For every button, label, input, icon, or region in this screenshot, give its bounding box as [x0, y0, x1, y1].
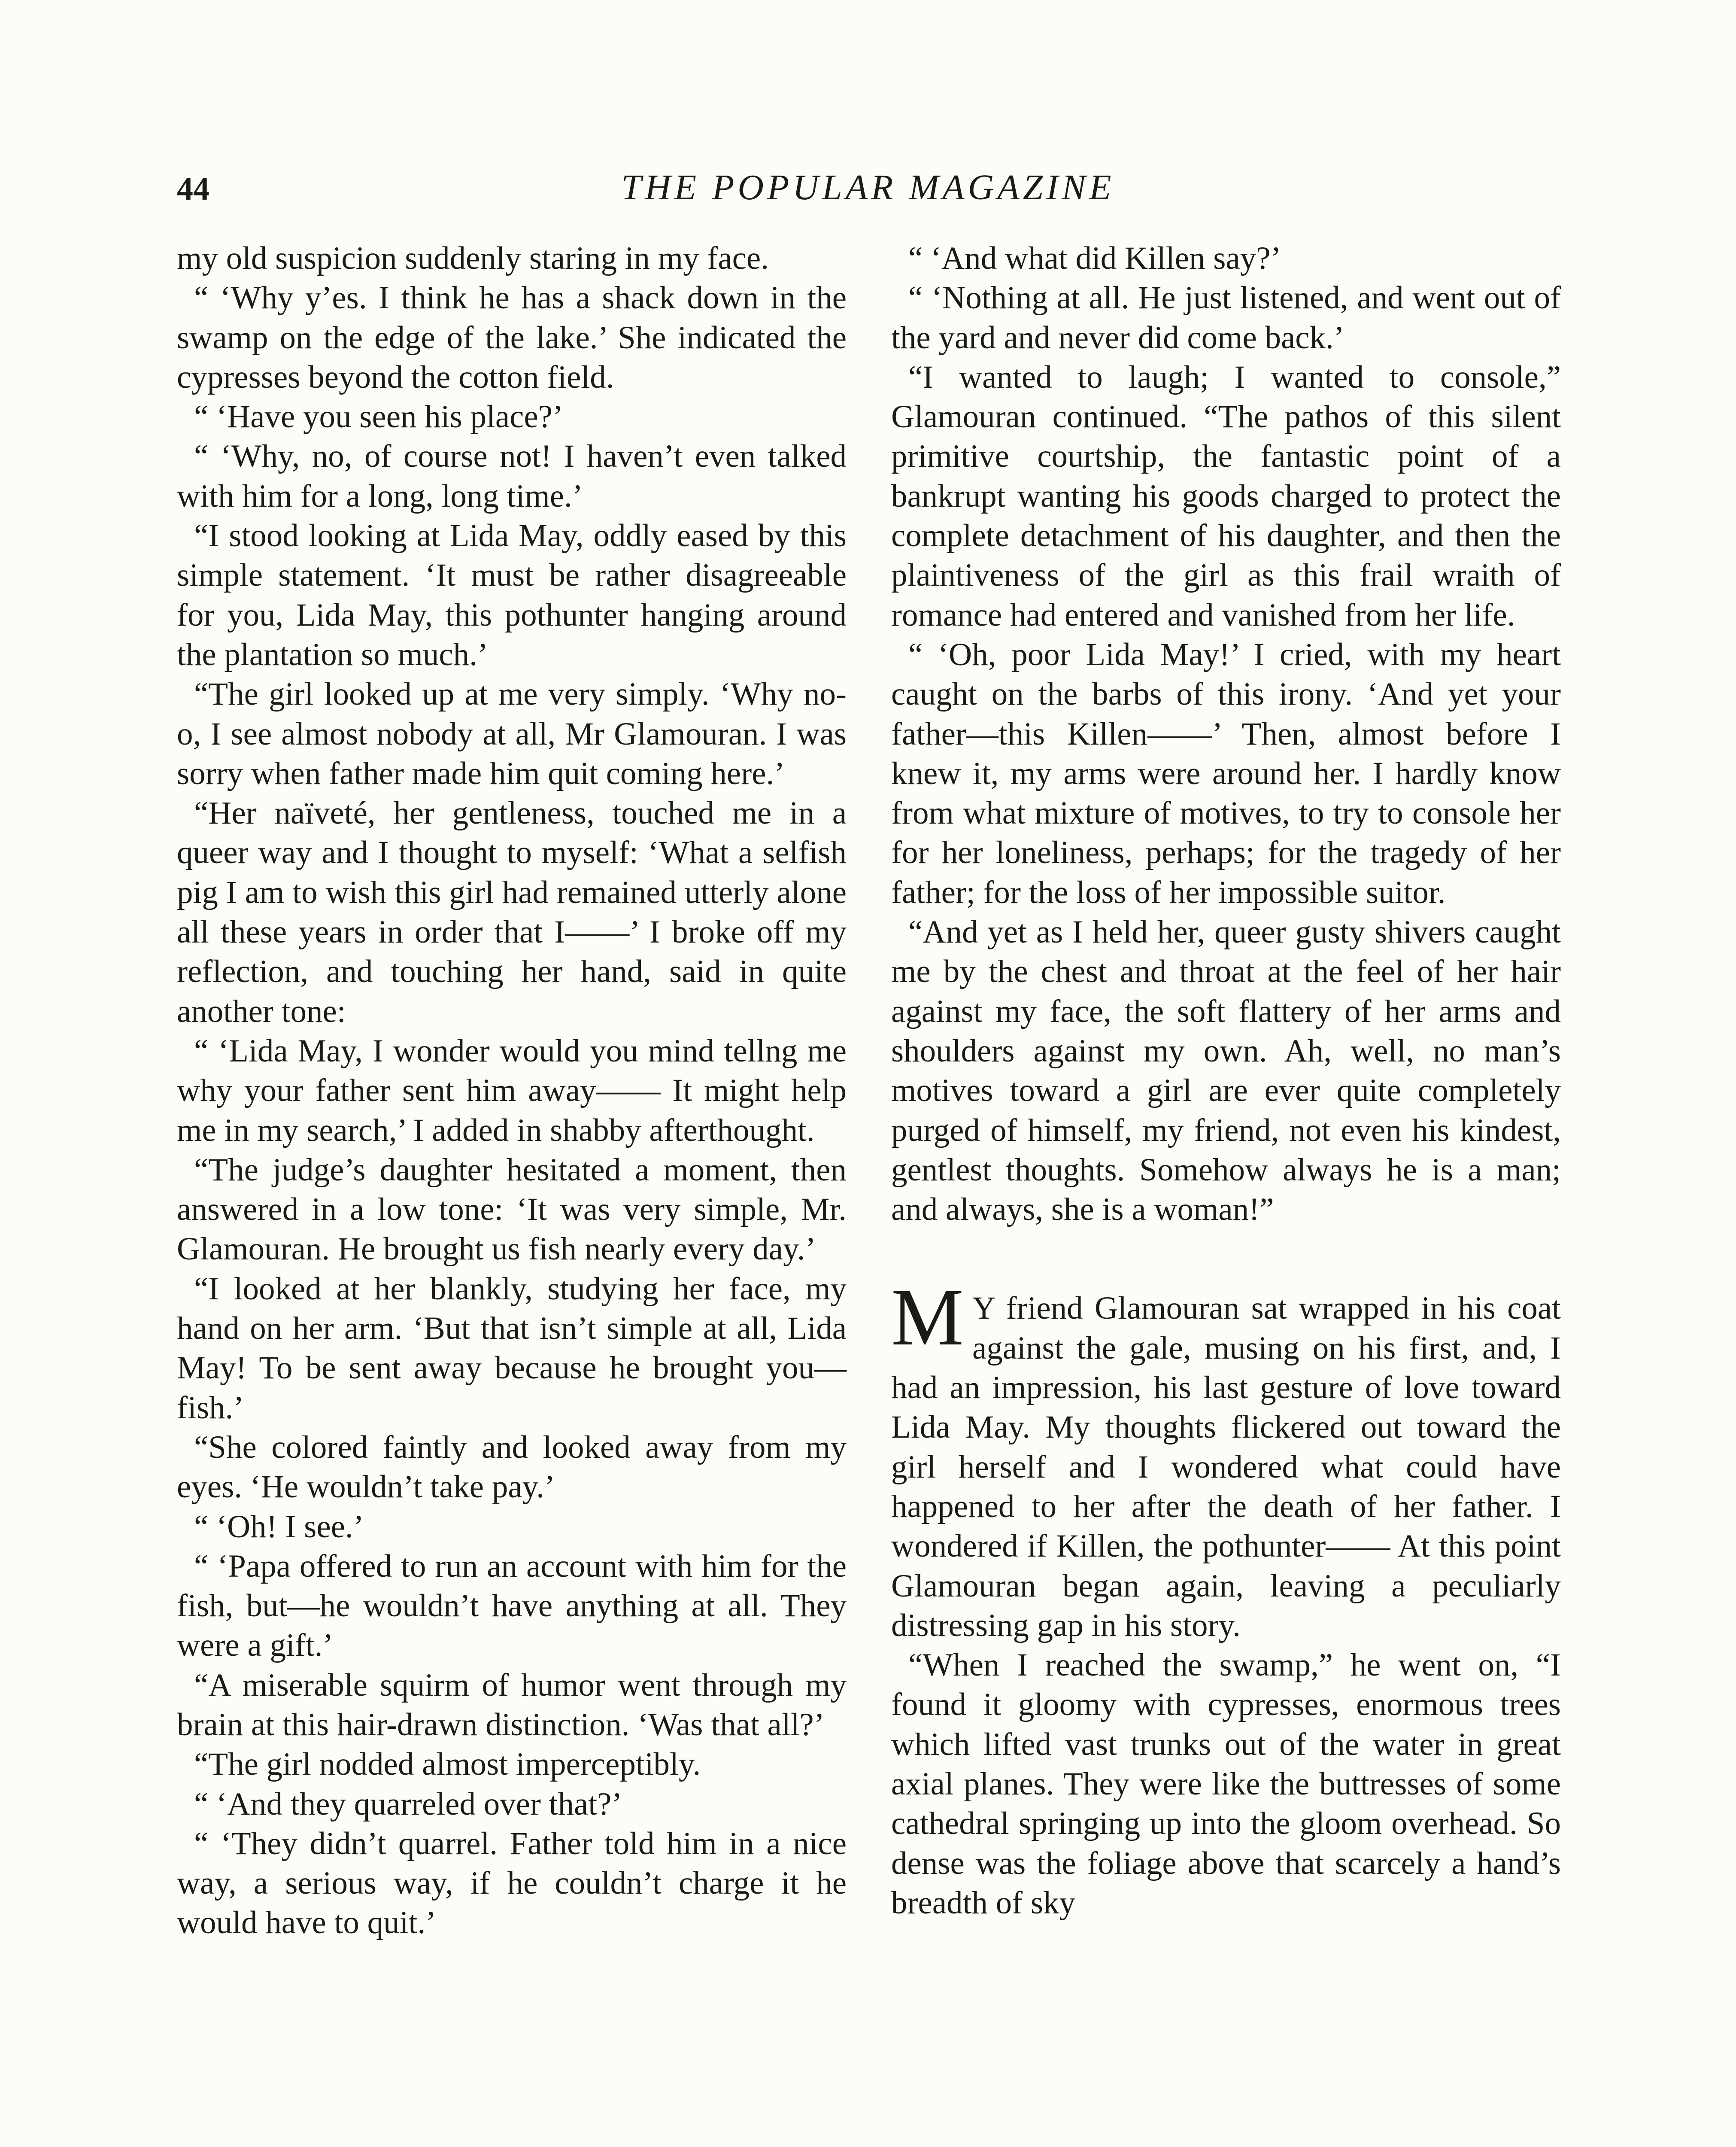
left-column	[177, 239, 847, 1943]
right-column	[891, 239, 1561, 1923]
paragraph: “ ‘Lida May, I wonder would you mind tellng me why your father sent him away—— It might help me in my search,’ I added in shabby afterthought.	[177, 1033, 847, 1148]
paragraph: “ ‘And they quarreled over that?’	[194, 1786, 622, 1822]
paragraph: “ ‘Oh, poor Lida May!’ I cried, with my heart caught on the barbs of this irony. ‘And yet your father—this Killen——’ Then, almost before I knew it, my arms were around her. I hardly know from what mixture of motives, to try to console her for her loneliness, perhaps; for the tragedy of her father; for the loss of her impossible suitor.	[891, 636, 1561, 910]
paragraph: “ ‘Why y’es. I think he has a shack down in the swamp on the edge of the lake.’ She indicated the cypresses beyond the cotton field.	[177, 280, 847, 395]
paragraph: “ ‘Why, no, of course not! I haven’t even talked with him for a long, long time.’	[177, 438, 847, 514]
paragraph: “Her naïveté, her gentleness, touched me in a queer way and I thought to myself: ‘What a selfish pig I am to wish this girl had remained utterly alone all these years in order that I——’ I broke off my reflection, and touching her hand, said in quite another tone:	[177, 795, 847, 1029]
paragraph: “And yet as I held her, queer gusty shivers caught me by the chest and throat at the feel of her hair against my face, the soft flattery of her arms and shoulders against my own. Ah, well, no man’s motives toward a girl are ever quite completely purged of himself, my friend, not even his kindest, gentlest thoughts. Somehow always he is a man; and always, she is a woman!”	[891, 914, 1561, 1228]
paragraph: my old suspicion suddenly staring in my face.	[177, 240, 769, 276]
paragraph: “ ‘And what did Killen say?’	[908, 240, 1281, 276]
section-opening-paragraph	[891, 1272, 1561, 1645]
paragraph: “The girl nodded almost imperceptibly.	[194, 1746, 701, 1782]
running-title: THE POPULAR MAGAZINE	[621, 167, 1115, 207]
paragraph: “ ‘Have you seen his place?’	[194, 399, 564, 435]
paragraph: “I stood looking at Lida May, oddly eased by this simple statement. ‘It must be rather disagreeable for you, Lida May, this pothunter hanging around the plantation so much.’	[177, 518, 847, 672]
drop-cap: M	[891, 1272, 964, 1363]
page-number: 44	[177, 171, 209, 207]
paragraph: “I wanted to laugh; I wanted to console,” Glamouran continued. “The pathos of this silent primitive courtship, the fantastic point of a bankrupt wanting his goods charged to protect the complete detachment of his daughter, and then the plaintiveness of the girl as this frail wraith of romance had entered and vanished from her life.	[891, 359, 1561, 633]
paragraph: “The girl looked up at me very simply. ‘Why no-o, I see almost nobody at all, Mr Glamouran. I was sorry when father made him quit coming here.’	[177, 676, 847, 791]
paragraph: “ ‘Papa offered to run an account with him for the fish, but—he wouldn’t have anything at all. They were a gift.’	[177, 1548, 847, 1663]
section-break	[891, 1229, 1561, 1289]
section-opening-text: Y friend Glamouran sat wrapped in his coat against the gale, musing on his first, and, I had an impression, his last gesture of love toward Lida May. My thoughts flickered out toward the girl herself and I wondered what could have happened to her after the death of her father. I wondered if Killen, the pothunter—— At this point Glamouran began again, leaving a peculiarly distressing gap in his story.	[891, 1290, 1561, 1643]
paragraph: “I looked at her blankly, studying her face, my hand on her arm. ‘But that isn’t simple at all, Lida May! To be sent away because he brought you—fish.’	[177, 1271, 847, 1426]
paragraph: “ ‘Oh! I see.’	[194, 1508, 364, 1545]
paragraph: “ ‘Nothing at all. He just listened, and went out of the yard and never did come back.’	[891, 280, 1561, 356]
paragraph: “When I reached the swamp,” he went on, “I found it gloomy with cypresses, enormous trees which lifted vast trunks out of the water in great axial planes. They were like the buttresses of some cathedral springing up into the gloom overhead. So dense was the foliage above that scarcely a hand’s breadth of sky	[891, 1647, 1561, 1921]
paragraph: “She colored faintly and looked away from my eyes. ‘He wouldn’t take pay.’	[177, 1429, 847, 1505]
paragraph: “ ‘They didn’t quarrel. Father told him in a nice way, a serious way, if he couldn’t charge it he would have to quit.’	[177, 1825, 847, 1941]
paragraph: “The judge’s daughter hesitated a moment, then answered in a low tone: ‘It was very simple, Mr. Glamouran. He brought us fish nearly every day.’	[177, 1152, 847, 1267]
paragraph: “A miserable squirm of humor went through my brain at this hair-drawn distinction. ‘Was that all?’	[177, 1667, 847, 1743]
